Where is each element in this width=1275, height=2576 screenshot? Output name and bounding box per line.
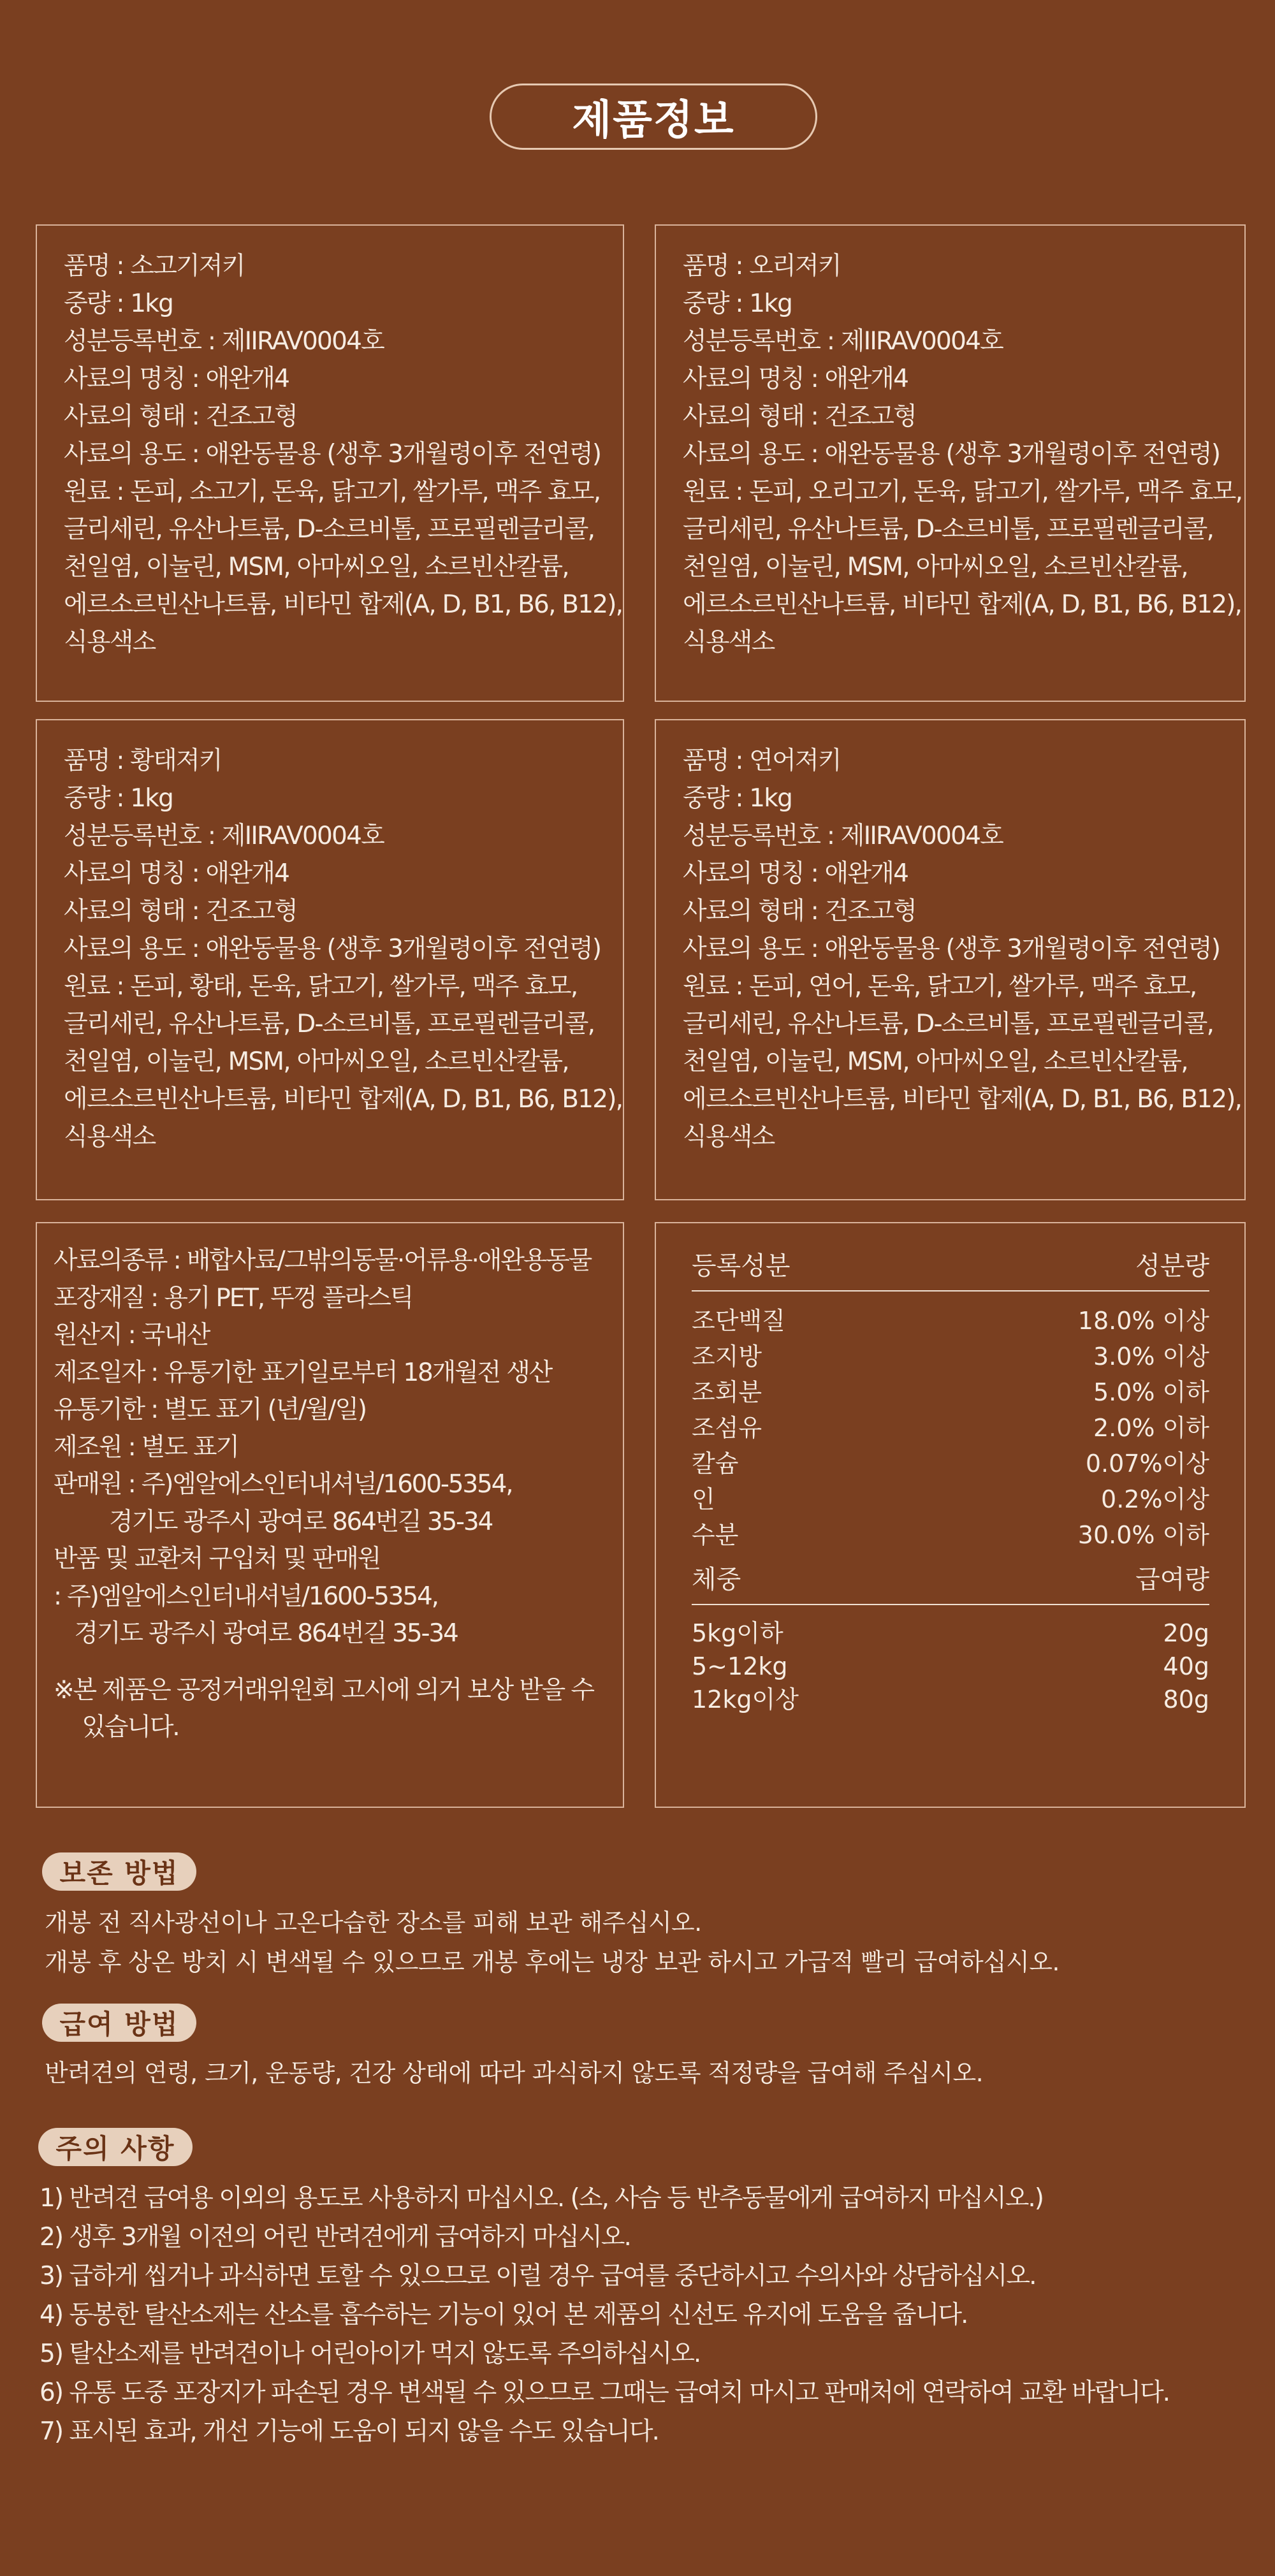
info-line: 천일염, 이눌린, MSM, 아마씨오일, 소르빈산칼륨,: [64, 1047, 569, 1076]
info-line: 글리세린, 유산나트륨, D-소르비톨, 프로필렌글리콜,: [683, 1010, 1214, 1038]
info-line: 판매원 : 주)엠알에스인터내셔널/1600-5354,: [54, 1470, 513, 1499]
info-line: 천일염, 이눌린, MSM, 아마씨오일, 소르빈산칼륨,: [64, 553, 569, 581]
general-info-box: [36, 1222, 624, 1808]
info-line: 중량 : 1kg: [683, 784, 792, 813]
product-info-pollack: [36, 719, 624, 1200]
info-line: 품명 : 황태져키: [64, 746, 222, 775]
info-line: 천일염, 이눌린, MSM, 아마씨오일, 소르빈산칼륨,: [683, 553, 1188, 581]
info-line: 사료의 형태 : 건조고형: [683, 897, 916, 926]
info-line: 글리세린, 유산나트륨, D-소르비톨, 프로필렌글리콜,: [64, 515, 595, 544]
nutrient-name: 수분: [692, 1521, 739, 1549]
info-line: 에르소르빈산나트륨, 비타민 합제(A, D, B1, B6, B12),: [64, 590, 623, 619]
info-line: 사료의 용도 : 애완동물용 (생후 3개월령이후 전연령): [64, 935, 601, 963]
feeding-header-left: 체중: [692, 1565, 741, 1594]
caution-item: 3) 급하게 씹거나 과식하면 토할 수 있으므로 이럴 경우 급여를 중단하시고 수의사와 상담하십시오.: [40, 2262, 1036, 2290]
caution-label: 주의 사항: [38, 2128, 193, 2166]
info-line: 성분등록번호 : 제IIRAV0004호: [64, 327, 384, 356]
info-line: 사료의종류 : 배합사료/그밖의동물·어류용·애완용동물: [54, 1246, 592, 1275]
product-info-duck: [655, 224, 1246, 702]
feeding-label: 급여 방법: [42, 2004, 196, 2042]
nutrition-table: [692, 1248, 1209, 1716]
nutrient-name: 칼슘: [692, 1450, 739, 1478]
feeding-header-right: 급여량: [1135, 1565, 1209, 1594]
info-line: 원료 : 돈피, 오리고기, 돈육, 닭고기, 쌀가루, 맥주 효모,: [683, 477, 1242, 506]
product-info-salmon: [655, 719, 1246, 1200]
product-info-beef: [36, 224, 624, 702]
feeding-line: 반려견의 연령, 크기, 운동량, 건강 상태에 따라 과식하지 않도록 적정량을 급여해 주십시오.: [45, 2059, 984, 2087]
info-line: 식용색소: [64, 628, 156, 657]
info-line: 에르소르빈산나트륨, 비타민 합제(A, D, B1, B6, B12),: [683, 590, 1242, 619]
info-line: 성분등록번호 : 제IIRAV0004호: [64, 822, 384, 850]
feeding-weight: 5kg이하: [692, 1619, 783, 1647]
info-line: 품명 : 소고기져키: [64, 252, 245, 280]
caution-item: 7) 표시된 효과, 개선 기능에 도움이 되지 않을 수도 있습니다.: [40, 2417, 659, 2446]
nutrition-row: [692, 1446, 1209, 1481]
nutrition-row: [692, 1410, 1209, 1446]
storage-text: [45, 1903, 1060, 1982]
nutrition-row: [692, 1374, 1209, 1410]
info-line: 반품 및 교환처 구입처 및 판매원: [54, 1545, 381, 1573]
caution-item: 6) 유통 도중 포장지가 파손된 경우 변색될 수 있으므로 그때는 급여치 마시고 판매처에 연락하여 교환 바랍니다.: [40, 2378, 1170, 2407]
nutrition-header: [692, 1248, 1209, 1292]
info-line: 식용색소: [683, 1123, 775, 1151]
feeding-amount: 20g: [1163, 1619, 1209, 1647]
info-line: 사료의 형태 : 건조고형: [64, 402, 297, 431]
info-line: 포장재질 : 용기 PET, 뚜껑 플라스틱: [54, 1283, 413, 1313]
nutrient-name: 조지방: [692, 1343, 762, 1371]
info-line: 중량 : 1kg: [683, 289, 792, 318]
nutrient-name: 조섬유: [692, 1414, 762, 1442]
feeding-amount: 80g: [1163, 1685, 1209, 1714]
nutrient-value: 0.07%이상: [1085, 1450, 1209, 1478]
info-line: 사료의 명칭 : 애완개4: [683, 859, 908, 888]
info-line: 식용색소: [683, 628, 775, 657]
nutrient-name: 인: [692, 1485, 715, 1513]
info-line: 중량 : 1kg: [64, 289, 173, 318]
info-line: 제조일자 : 유통기한 표기일로부터 18개월전 생산: [54, 1358, 552, 1387]
info-line: 원료 : 돈피, 연어, 돈육, 닭고기, 쌀가루, 맥주 효모,: [683, 972, 1197, 1001]
info-line: 글리세린, 유산나트륨, D-소르비톨, 프로필렌글리콜,: [683, 515, 1214, 544]
nutrition-row: [692, 1339, 1209, 1374]
feeding-text: [45, 2053, 983, 2093]
spacer-line: [54, 1653, 623, 1672]
info-line: 중량 : 1kg: [64, 784, 173, 813]
nutrition-row: [692, 1481, 1209, 1517]
storage-line: 개봉 전 직사광선이나 고온다습한 장소를 피해 보관 해주십시오.: [45, 1909, 702, 1937]
info-line: 유통기한 : 별도 표기 (년/월/일): [54, 1395, 366, 1424]
nutrient-name: 조단백질: [692, 1307, 785, 1335]
info-line: 에르소르빈산나트륨, 비타민 합제(A, D, B1, B6, B12),: [683, 1085, 1242, 1114]
info-line: 글리세린, 유산나트륨, D-소르비톨, 프로필렌글리콜,: [64, 1010, 595, 1038]
feeding-row: [692, 1617, 1209, 1650]
feeding-header: [692, 1562, 1209, 1605]
info-line: 사료의 형태 : 건조고형: [683, 402, 916, 431]
nutrition-header-right: 성분량: [1135, 1251, 1209, 1281]
feeding-row: [692, 1683, 1209, 1716]
caution-list: [40, 2179, 1169, 2451]
info-line: 식용색소: [64, 1123, 156, 1151]
info-line: 천일염, 이눌린, MSM, 아마씨오일, 소르빈산칼륨,: [683, 1047, 1188, 1076]
info-line: 경기도 광주시 광여로 864번길 35-34: [61, 1619, 458, 1648]
nutrient-name: 조회분: [692, 1378, 762, 1406]
storage-line: 개봉 후 상온 방치 시 변색될 수 있으므로 개봉 후에는 냉장 보관 하시고 가급적 빨리 급여하십시오.: [45, 1948, 1060, 1976]
nutrient-value: 3.0% 이상: [1093, 1343, 1209, 1371]
caution-item: 4) 동봉한 탈산소제는 산소를 흡수하는 기능이 있어 본 제품의 신선도 유지에 도움을 줍니다.: [40, 2301, 968, 2329]
nutrition-row: [692, 1303, 1209, 1339]
info-line: 사료의 명칭 : 애완개4: [683, 365, 908, 393]
info-line: 품명 : 오리져키: [683, 252, 841, 280]
caution-item: 1) 반려견 급여용 이외의 용도로 사용하지 마십시오. (소, 사슴 등 반추동물에게 급여하지 마십시오.): [40, 2184, 1044, 2213]
info-line: 사료의 형태 : 건조고형: [64, 897, 297, 926]
info-line: 경기도 광주시 광여로 864번길 35-34: [76, 1507, 493, 1536]
info-line: 사료의 용도 : 애완동물용 (생후 3개월령이후 전연령): [683, 935, 1220, 963]
notice-line: ※본 제품은 공정거래위원회 고시에 의거 보상 받을 수: [54, 1675, 594, 1705]
feeding-weight: 5~12kg: [692, 1652, 788, 1680]
info-line: 원료 : 돈피, 소고기, 돈육, 닭고기, 쌀가루, 맥주 효모,: [64, 477, 601, 506]
info-line: 원산지 : 국내산: [54, 1321, 210, 1350]
page-title: 제품정보: [490, 84, 817, 150]
notice-line: 있습니다.: [69, 1713, 179, 1742]
caution-item: 2) 생후 3개월 이전의 어린 반려견에게 급여하지 마십시오.: [40, 2223, 630, 2252]
nutrient-value: 2.0% 이하: [1093, 1414, 1209, 1442]
feeding-amount: 40g: [1163, 1652, 1209, 1680]
info-line: 성분등록번호 : 제IIRAV0004호: [683, 822, 1003, 850]
info-line: 품명 : 연어져키: [683, 746, 841, 775]
nutrition-row: [692, 1517, 1209, 1553]
caution-item: 5) 탈산소제를 반려견이나 어린아이가 먹지 않도록 주의하십시오.: [40, 2340, 701, 2368]
info-line: 제조원 : 별도 표기: [54, 1432, 238, 1462]
feeding-row: [692, 1650, 1209, 1683]
info-line: 사료의 용도 : 애완동물용 (생후 3개월령이후 전연령): [64, 440, 601, 469]
info-line: 사료의 용도 : 애완동물용 (생후 3개월령이후 전연령): [683, 440, 1220, 469]
nutrient-value: 5.0% 이하: [1093, 1378, 1209, 1406]
info-line: 원료 : 돈피, 황태, 돈육, 닭고기, 쌀가루, 맥주 효모,: [64, 972, 578, 1001]
info-line: 사료의 명칭 : 애완개4: [64, 365, 289, 393]
nutrient-value: 30.0% 이하: [1077, 1521, 1209, 1549]
info-line: 성분등록번호 : 제IIRAV0004호: [683, 327, 1003, 356]
nutrient-value: 18.0% 이상: [1077, 1307, 1209, 1335]
feeding-weight: 12kg이상: [692, 1685, 799, 1714]
nutrition-header-left: 등록성분: [692, 1251, 790, 1281]
nutrient-value: 0.2%이상: [1101, 1485, 1209, 1513]
info-line: : 주)엠알에스인터내셔널/1600-5354,: [54, 1582, 438, 1611]
storage-label: 보존 방법: [42, 1852, 196, 1891]
info-line: 사료의 명칭 : 애완개4: [64, 859, 289, 888]
info-line: 에르소르빈산나트륨, 비타민 합제(A, D, B1, B6, B12),: [64, 1085, 623, 1114]
